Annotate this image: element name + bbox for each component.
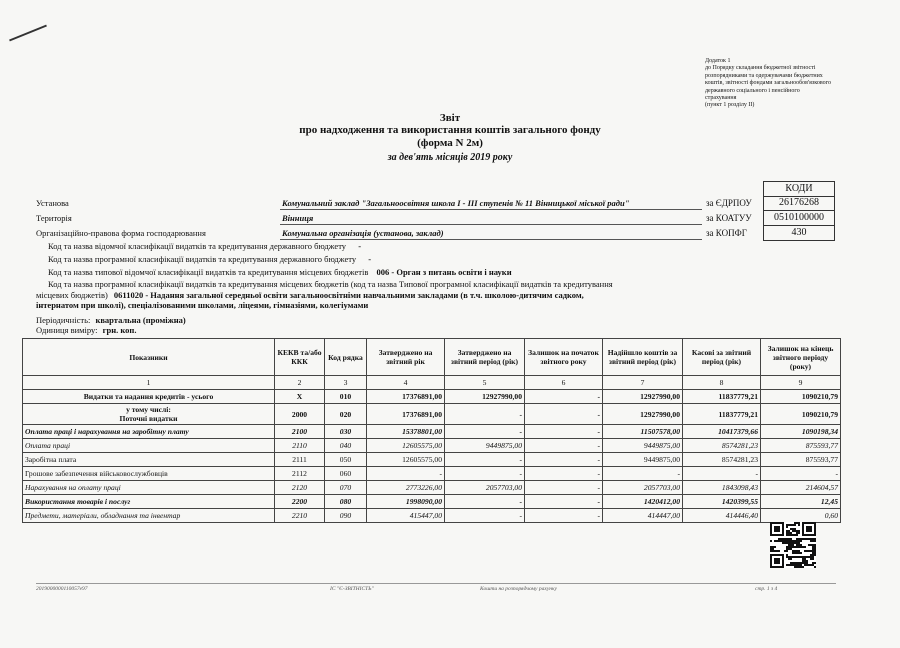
- table-row: [23, 467, 841, 481]
- value-cell: 1090210,79: [761, 404, 841, 425]
- table-row: [23, 481, 841, 495]
- periodicity-label: Періодичність:: [36, 315, 91, 325]
- header-cell: Надійшло коштів за звітний період (рік): [603, 339, 683, 376]
- org-form-value: Комунальна організація (установа, заклад): [282, 228, 444, 238]
- value-cell: -: [445, 404, 525, 425]
- value-cell: 0,60: [761, 509, 841, 523]
- periodicity-value: квартальна (проміжна): [95, 315, 186, 325]
- value-cell: 1998090,00: [367, 495, 445, 509]
- tkv-value: 006 - Орган з питань освіти і науки: [376, 267, 512, 277]
- program-line-2: [36, 290, 584, 300]
- footer-system: ІС "Є-ЗВІТНІСТЬ": [330, 586, 374, 592]
- table-row: [23, 425, 841, 439]
- value-cell: 11507578,00: [603, 425, 683, 439]
- footer-note: Кошти на розпорядчому рахунку: [480, 586, 557, 592]
- appendix-line: розпорядниками та одержувачами бюджетних: [705, 72, 823, 79]
- table-header-row: [23, 339, 841, 376]
- edrpou-code: 26176268: [763, 196, 835, 211]
- code-cell: 030: [325, 425, 367, 439]
- footer-page: стр. 1 з 4: [755, 586, 778, 592]
- value-cell: 17376891,00: [367, 404, 445, 425]
- kekv-cell: 2210: [275, 509, 325, 523]
- code-cell: 070: [325, 481, 367, 495]
- value-cell: -: [445, 453, 525, 467]
- value-cell: 1420399,55: [683, 495, 761, 509]
- table-row: [23, 509, 841, 523]
- value-cell: -: [525, 453, 603, 467]
- territory-value: Вінниця: [282, 213, 314, 223]
- appendix-note: [705, 58, 850, 110]
- kekv-cell: X: [275, 390, 325, 404]
- column-number: 7: [603, 376, 683, 390]
- kopfg-code: 430: [763, 226, 835, 241]
- kvk-label: Код та назва відомчої класифікації видатків та кредитування державного бюджету: [48, 241, 347, 251]
- underline: [280, 209, 702, 210]
- value-cell: -: [683, 467, 761, 481]
- value-cell: 1843098,43: [683, 481, 761, 495]
- column-number: 8: [683, 376, 761, 390]
- value-cell: 214604,57: [761, 481, 841, 495]
- value-cell: -: [603, 467, 683, 481]
- value-cell: 12927990,00: [603, 390, 683, 404]
- code-cell: 060: [325, 467, 367, 481]
- column-number: 9: [761, 376, 841, 390]
- value-cell: -: [525, 439, 603, 453]
- value-cell: 8574281,23: [683, 453, 761, 467]
- header-cell: Залишок на початок звітного року: [525, 339, 603, 376]
- kpk-line: [48, 254, 371, 264]
- kekv-cell: 2112: [275, 467, 325, 481]
- row-name: Нарахування на оплату праці: [23, 481, 275, 495]
- value-cell: -: [525, 404, 603, 425]
- value-cell: 414447,00: [603, 509, 683, 523]
- appendix-line: до Порядку складання бюджетної звітності: [705, 65, 816, 72]
- territory-label: Територія: [36, 213, 72, 223]
- value-cell: 12,45: [761, 495, 841, 509]
- codes-header: КОДИ: [763, 181, 835, 197]
- value-cell: -: [761, 467, 841, 481]
- row-name: Заробітна плата: [23, 453, 275, 467]
- table-row: [23, 404, 841, 425]
- value-cell: -: [525, 390, 603, 404]
- value-cell: -: [445, 425, 525, 439]
- kekv-cell: 2200: [275, 495, 325, 509]
- underline: [280, 224, 702, 225]
- value-cell: 1090210,79: [761, 390, 841, 404]
- column-number: 5: [445, 376, 525, 390]
- column-number: 2: [275, 376, 325, 390]
- org-form-label: Організаційно-правова форма господарювання: [36, 228, 206, 238]
- program-line-3: інтернатом при школі), спеціалізованими школами, ліцеями, гімназіями, колегіумами: [36, 300, 369, 310]
- value-cell: -: [367, 467, 445, 481]
- underline: [280, 239, 702, 240]
- column-number: 3: [325, 376, 367, 390]
- periodicity-line: [36, 315, 186, 325]
- code-cell: 090: [325, 509, 367, 523]
- header-cell: Залишок на кінець звітного періоду (року): [761, 339, 841, 376]
- report-subtitle: про надходження та використання коштів загального фонду: [299, 124, 601, 136]
- footer-divider: [36, 583, 836, 584]
- value-cell: -: [445, 467, 525, 481]
- appendix-line: страхування: [705, 95, 737, 102]
- column-number: 6: [525, 376, 603, 390]
- value-cell: -: [525, 481, 603, 495]
- value-cell: 12927990,00: [603, 404, 683, 425]
- report-title: Звіт: [439, 112, 461, 124]
- row-name: Оплата праці і нарахування на заробітну плату: [23, 425, 275, 439]
- koatuu-code: 0510100000: [763, 211, 835, 226]
- tkv-line: [48, 267, 512, 277]
- header-cell: Затверджено на звітний рік: [367, 339, 445, 376]
- code-cell: 040: [325, 439, 367, 453]
- value-cell: 875593,77: [761, 453, 841, 467]
- value-cell: -: [445, 509, 525, 523]
- program-prefix: місцевих бюджетів): [36, 290, 108, 300]
- kekv-cell: 2120: [275, 481, 325, 495]
- kvk-value: -: [358, 241, 362, 251]
- table-body: [23, 390, 841, 523]
- program-line-1: Код та назва програмної класифікації видатків та кредитування місцевих бюджетів (код та назва Типової програмної класифікації видатків та кредитування: [48, 279, 613, 289]
- code-cell: 020: [325, 404, 367, 425]
- appendix-line: коштів, звітності фондами загальнообов'язкового: [705, 80, 831, 87]
- kpk-value: -: [368, 254, 372, 264]
- report-period: за дев'ять місяців 2019 року: [387, 152, 513, 163]
- qr-code: [770, 522, 816, 568]
- institution-label: Установа: [36, 198, 69, 208]
- value-cell: 11837779,21: [683, 390, 761, 404]
- header-cell: Касові за звітний період (рік): [683, 339, 761, 376]
- header-cell: Затверджено на звітний період (рік): [445, 339, 525, 376]
- value-cell: 9449875,00: [445, 439, 525, 453]
- table-row: [23, 390, 841, 404]
- value-cell: -: [445, 495, 525, 509]
- value-cell: -: [525, 425, 603, 439]
- program-value: 0611020 - Надання загальної середньої освіти загальноосвітніми навчальними закладами (в т.ч. школою-дитячим садком,: [113, 290, 584, 300]
- value-cell: 415447,00: [367, 509, 445, 523]
- column-number: 4: [367, 376, 445, 390]
- column-number: 1: [23, 376, 275, 390]
- koatuu-label: за КОАТУУ: [706, 213, 752, 223]
- value-cell: 2773226,00: [367, 481, 445, 495]
- institution-value: Комунальний заклад "Загальноосвітня школа І - ІІІ ступенів № 11 Вінницької міської ради": [282, 198, 630, 208]
- footer-id: 2019000000110057e97: [36, 586, 88, 592]
- value-cell: 15378801,00: [367, 425, 445, 439]
- value-cell: 11837779,21: [683, 404, 761, 425]
- table-row: [23, 439, 841, 453]
- kekv-cell: 2110: [275, 439, 325, 453]
- kekv-cell: 2000: [275, 404, 325, 425]
- row-name: у тому числі: Поточні видатки: [23, 404, 275, 425]
- value-cell: -: [525, 509, 603, 523]
- report-table: [22, 338, 841, 523]
- value-cell: 1090198,34: [761, 425, 841, 439]
- unit-value: грн. коп.: [102, 325, 137, 335]
- appendix-line: Додаток 1: [705, 58, 731, 64]
- value-cell: 10417379,66: [683, 425, 761, 439]
- kvk-line: [48, 241, 361, 251]
- value-cell: 12605575,00: [367, 453, 445, 467]
- edrpou-label: за ЄДРПОУ: [706, 198, 752, 208]
- appendix-line: державного соціального і пенсійного: [705, 87, 800, 94]
- tkv-label: Код та назва типової відомчої класифікації видатків та кредитування місцевих бюджетів: [48, 267, 369, 277]
- value-cell: -: [525, 495, 603, 509]
- value-cell: 2057703,00: [445, 481, 525, 495]
- code-cell: 010: [325, 390, 367, 404]
- kekv-cell: 2111: [275, 453, 325, 467]
- table-row: [23, 453, 841, 467]
- row-name: Використання товарів і послуг: [23, 495, 275, 509]
- pen-mark: [9, 25, 47, 42]
- value-cell: 12927990,00: [445, 390, 525, 404]
- table-row: [23, 495, 841, 509]
- row-name: Видатки та надання кредитів - усього: [23, 390, 275, 404]
- value-cell: 1420412,00: [603, 495, 683, 509]
- row-name: Оплата праці: [23, 439, 275, 453]
- row-name: Предмети, матеріали, обладнання та інвентар: [23, 509, 275, 523]
- header-cell: КЕКВ та/або ККК: [275, 339, 325, 376]
- value-cell: 875593,77: [761, 439, 841, 453]
- value-cell: 8574281,23: [683, 439, 761, 453]
- code-cell: 050: [325, 453, 367, 467]
- column-number-row: [23, 376, 841, 390]
- value-cell: 12605575,00: [367, 439, 445, 453]
- unit-line: [36, 325, 136, 335]
- value-cell: 17376891,00: [367, 390, 445, 404]
- value-cell: 9449875,00: [603, 439, 683, 453]
- kekv-cell: 2100: [275, 425, 325, 439]
- kopfg-label: за КОПФГ: [706, 228, 747, 238]
- value-cell: 2057703,00: [603, 481, 683, 495]
- kpk-label: Код та назва програмної класифікації видатків та кредитування державного бюджету: [48, 254, 357, 264]
- header-cell: Показники: [23, 339, 275, 376]
- row-name: Грошове забезпечення військовослужбовців: [23, 467, 275, 481]
- code-cell: 080: [325, 495, 367, 509]
- value-cell: -: [525, 467, 603, 481]
- unit-label: Одиниця виміру:: [36, 325, 98, 335]
- value-cell: 9449875,00: [603, 453, 683, 467]
- value-cell: 414446,40: [683, 509, 761, 523]
- header-cell: Код рядка: [325, 339, 367, 376]
- report-form: (форма N 2м): [417, 137, 483, 149]
- appendix-line: (пункт 1 розділу II): [705, 102, 755, 109]
